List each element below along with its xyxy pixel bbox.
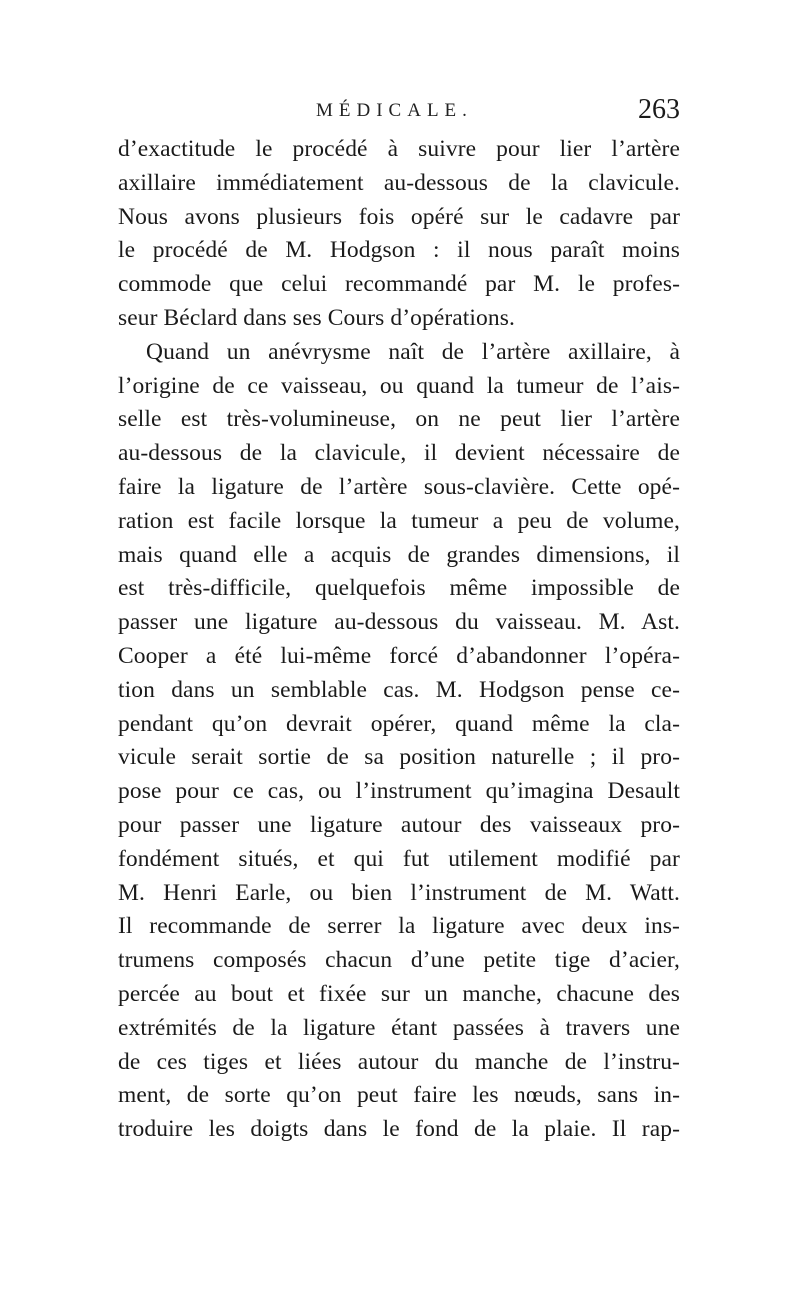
text-line: Cooper a été lui-même forcé d’abandonner l’opéra- [118,642,680,669]
body-text [118,133,680,1147]
page-number: 263 [638,94,680,125]
text-line: l’origine de ce vaisseau, ou quand la tumeur de l’ais- [118,372,680,399]
running-head: MÉDICALE. [316,100,473,121]
text-line: faire la ligature de l’artère sous-clavière. Cette opé- [118,473,680,500]
text-line: percée au bout et fixée sur un manche, chacune des [118,980,680,1007]
text-line: au-dessous de la clavicule, il devient nécessaire de [118,440,680,467]
text-line: le procédé de M. Hodgson : il nous paraît moins [118,237,680,264]
text-line: trumens composés chacun d’une petite tige d’acier, [118,947,680,974]
text-line: tion dans un semblable cas. M. Hodgson pense ce- [118,676,680,703]
text-line: est très-difficile, quelquefois même impossible de [118,575,680,602]
text-line: Il recommande de serrer la ligature avec deux ins- [118,913,680,940]
text-line: pour passer une ligature autour des vaisseaux pro- [118,811,680,838]
text-line: d’exactitude le procédé à suivre pour lier l’artère [118,136,680,162]
text-line: passer une ligature au-dessous du vaisseau. M. Ast. [118,609,680,636]
text-line: commode que celui recommandé par M. le profes- [118,271,680,298]
text-line: troduire les doigts dans le fond de la plaie. Il rap- [118,1116,680,1143]
text-line: M. Henri Earle, ou bien l’instrument de M. Watt. [118,879,680,906]
text-line: selle est très-volumineuse, on ne peut lier l’artère [118,406,680,433]
text-line: Quand un anévrysme naît de l’artère axillaire, à [146,338,680,365]
text-line: extrémités de la ligature étant passées à travers une [118,1014,680,1041]
text-line: pose pour ce cas, ou l’instrument qu’imagina Desault [118,778,680,805]
text-line: axillaire immédiatement au-dessous de la clavicule. [118,169,680,196]
text-line: ment, de sorte qu’on peut faire les nœuds, sans in- [118,1082,680,1109]
text-line: seur Béclard dans ses Cours d’opérations. [118,304,515,331]
text-line: vicule serait sortie de sa position naturelle ; il pro- [118,744,680,771]
text-line: pendant qu’on devrait opérer, quand même la cla- [118,710,680,737]
text-line: Nous avons plusieurs fois opéré sur le cadavre par [118,203,680,230]
text-line: de ces tiges et liées autour du manche de l’instru- [118,1048,680,1075]
page-header [118,94,680,128]
text-line: ration est facile lorsque la tumeur a peu de volume, [118,507,680,534]
text-line: fondément situés, et qui fut utilement modifié par [118,845,680,872]
text-line: mais quand elle a acquis de grandes dimensions, il [118,541,680,568]
